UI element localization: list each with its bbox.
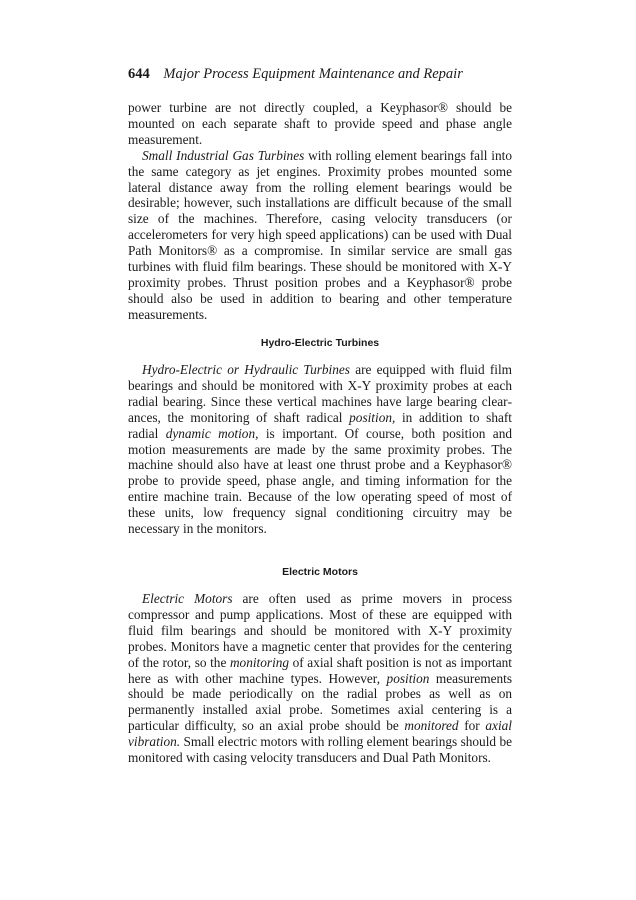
motors-paragraph: Electric Motors are often used as prime movers in process compressor and pump applications. Most of these are equipped with fluid film bearings and should be monitored with X-Y proximity probes. Monitors have a magnetic center that provides for the centering of the rotor, so the monitoring of axial shaft position is not as important here as with other machine types. However, position measurements should be made periodically on the radial probes as well as on permanently installed axial probe. Sometimes axial centering is a particular difficulty, so an axial probe should be monitored for axial vibration. Small electric motors with rolling element bearings should be monitored with casing velocity transducers and Dual Path Monitors. [128,591,512,766]
hydro-section [128,362,512,537]
intro-paragraph-1: power turbine are not directly coupled, a Keyphasor® should be mounted on each separate shaft to provide speed and phase angle measurement. [128,100,512,147]
motors-section [128,591,512,766]
intro-paragraph-2: Small Industrial Gas Turbines with rolling element bearings fall into the same category as jet engines. Proximity probes mounted some lateral distance away from the rolling element bearings would be desirable; however, such installations are difficult because of the small size of the machines. Therefore, casing velocity transducers (or accelerometers for very high speed applications) can be used with Dual Path Monitors® as a compromise. In similar service are small gas turbines with fluid film bearings. These should be monitored with X-Y proximity probes. Thrust position probes and a Keyphasor® probe should also be used in addition to bearing and other temperature measurements. [128,147,512,322]
italic-term: Electric Motors [142,591,233,606]
italic-term: Small Industrial Gas Turbines [142,147,305,163]
hydro-paragraph: Hydro-Electric or Hydraulic Turbines are equipped with fluid film bearings and should be monitored with X-Y proximity probes at each radial bearing. Since these vertical machines have large bearing clearances, the monitoring of shaft radical position, in addition to shaft radial dynamic motion, is important. Of course, both position and motion measurements are made by the same proximity probes. The machine should also have at least one thrust probe and a Keyphasor® probe to provide speed, phase angle, and timing information for the entire machine train. Because of the low operating speed of most of these units, low frequency signal conditioning circuitry may be necessary in the monitors. [128,362,512,537]
section-heading-hydro: Hydro-Electric Turbines [260,337,380,349]
book-title: Major Process Equipment Maintenance and Repair [163,66,463,82]
page-number: 644 [128,66,150,82]
section-heading-motors: Electric Motors [282,566,358,578]
running-head [128,66,463,83]
italic-term: Hydro-Electric or Hydraulic Turbines [142,362,350,377]
intro-section [128,100,512,323]
